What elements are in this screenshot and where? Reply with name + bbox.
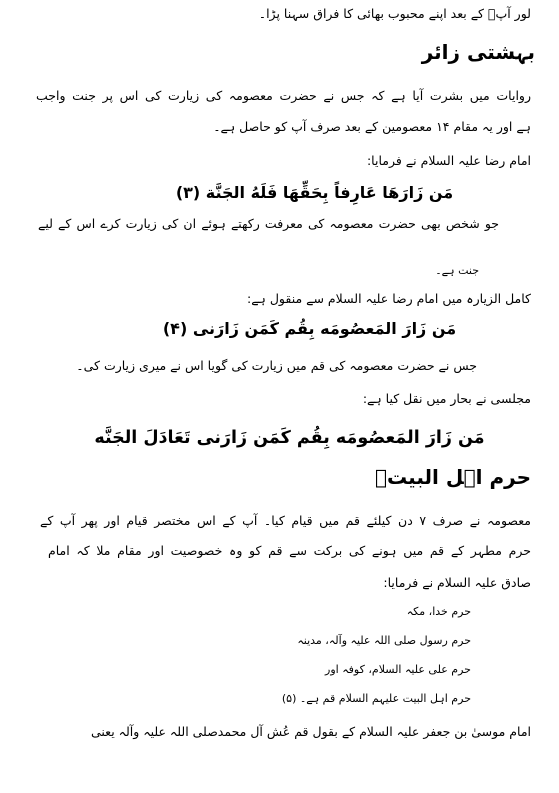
paragraph-line: روایات میں بشرت آیا ہے کہ جس نے حضرت معصومہ کی زیارت کی اس پر جنت واجب (36, 88, 531, 103)
paragraph-line: جو شخص بھی حضرت معصومہ کی معرفت رکھتے ہوئے ان کی زیارت کرے اس کے لیے (38, 216, 499, 231)
list-item: حرم خدا، مکہ (406, 605, 471, 618)
paragraph-line: حرم مطہر کے قم میں ہونے کی برکت سے قم کو وہ خصوصیت اور مقام ملا کہ امام (48, 543, 531, 558)
text-line: مجلسی نے بحار میں نقل کیا ہے: (362, 391, 531, 406)
paragraph-line: جنت ہے۔ (435, 264, 479, 277)
section-heading: حرم اہل البیتؑ (374, 465, 531, 489)
paragraph-line: ہے اور یہ مقام ۱۴ معصومین کے بعد صرف آپ کو حاصل ہے۔ (213, 119, 531, 134)
section-heading: بہشتی زائر (421, 40, 535, 64)
text-line: کامل الزیارہ میں امام رضا علیہ السلام سے منقول ہے: (247, 291, 531, 306)
arabic-quote: مَن زَارَ المَعصُومَه بِقُم کَمَن زَارَنی (۴) (162, 319, 457, 338)
arabic-quote: مَن زَارَ المَعصُومَه بِقُم کَمَن زَارَنی تَعَادَلَ الجَنَّه (94, 428, 485, 448)
paragraph-line: معصومہ نے صرف ۷ دن کیلئے قم میں قیام کیا۔ آپ کے اس مختصر قیام اور پھر آپ کے (40, 513, 531, 528)
list-item: حرم اہل البیت علیہم السلام قم ہے۔ (۵) (281, 692, 471, 705)
arabic-quote: مَن زَارَهَا عَارِفاً بِحَقِّهَا فَلَهُ الجَنَّة (۳) (175, 183, 454, 202)
paragraph-line: جس نے حضرت معصومہ کی قم میں زیارت کی گویا اس نے میری زیارت کی۔ (76, 358, 477, 373)
paragraph-line: صادق علیہ السلام نے فرمایا: (383, 575, 531, 590)
list-item: حرم رسول صلی اللہ علیہ وآلہ، مدینہ (297, 634, 471, 647)
paragraph-line: امام موسیٰ بن جعفر علیہ السلام کے بقول قم عُش آل محمدصلی اللہ علیہ وآلہ یعنی (90, 724, 531, 739)
text-line: لور آپؑ کے بعد اپنے محبوب بھائی کا فراق سہنا پڑا۔ (258, 6, 531, 21)
text-line: امام رضا علیہ السلام نے فرمایا: (366, 153, 531, 168)
list-item: حرم علی علیہ السلام، کوفہ اور (325, 663, 471, 676)
